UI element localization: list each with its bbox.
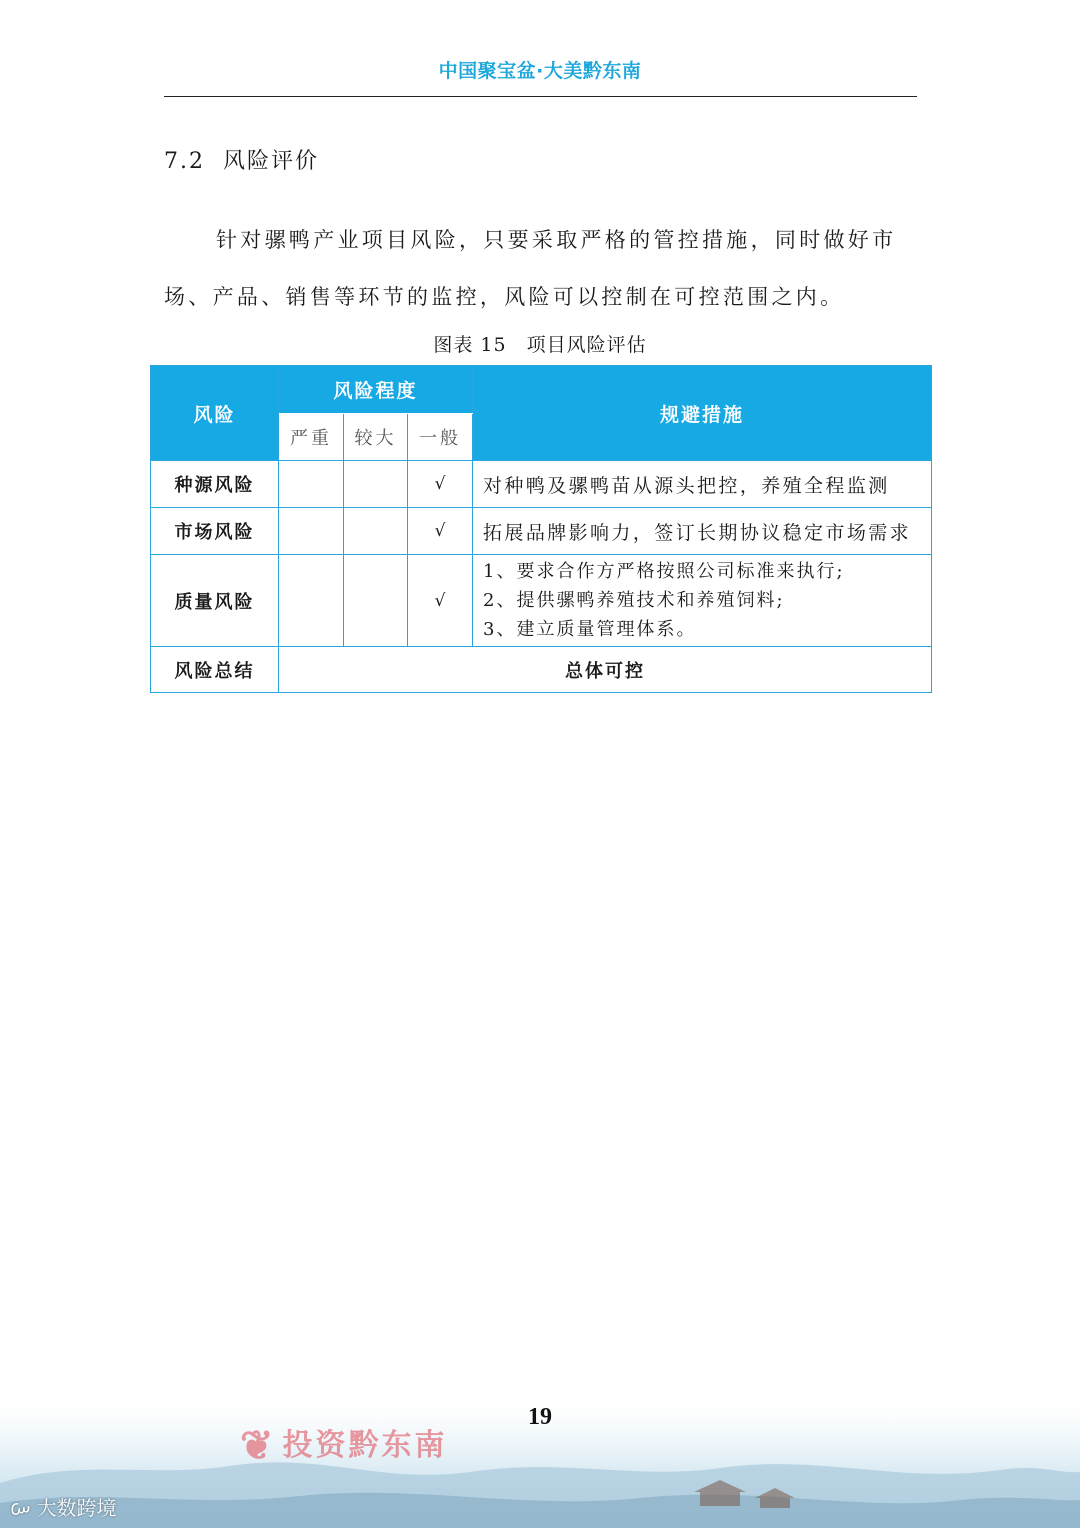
- severity-cell: [344, 555, 408, 647]
- table-row: [151, 508, 932, 555]
- table-row: [151, 461, 932, 508]
- summary-row: [151, 647, 932, 693]
- header-risk: 风险: [151, 366, 279, 461]
- row-label: 质量风险: [151, 555, 279, 647]
- check-mark: √: [408, 461, 473, 508]
- measure-list: [473, 555, 932, 647]
- measure-text: 对种鸭及骡鸭苗从源头把控，养殖全程监测: [473, 461, 932, 508]
- header-risk-degree: 风险程度: [279, 366, 473, 414]
- level-general: 一般: [408, 414, 473, 461]
- brand-mark-icon: ❦: [240, 1422, 277, 1469]
- page-number: 19: [528, 1404, 552, 1430]
- section-heading: [164, 144, 319, 175]
- footer-brand-text: 投资黔东南: [282, 1428, 448, 1463]
- check-mark: √: [408, 508, 473, 555]
- summary-value: 总体可控: [279, 647, 932, 693]
- level-major: 较大: [344, 414, 408, 461]
- watermark-text: 大数跨境: [36, 1496, 117, 1520]
- check-mark: √: [408, 555, 473, 647]
- footer-brand-logo: [240, 1420, 448, 1469]
- row-label: 种源风险: [151, 461, 279, 508]
- row-label: 市场风险: [151, 508, 279, 555]
- watermark-logo-icon: ᰠ: [10, 1496, 37, 1520]
- severity-cell: [344, 461, 408, 508]
- body-paragraph: 针对骡鸭产业项目风险，只要采取严格的管控措施，同时做好市场、产品、销售等环节的监控，风险可以控制在可控范围之内。: [164, 228, 897, 309]
- measure-text: 拓展品牌影响力，签订长期协议稳定市场需求: [473, 508, 932, 555]
- measure-item: 2、提供骡鸭养殖技术和养殖饲料;: [483, 590, 785, 611]
- severity-cell: [344, 508, 408, 555]
- severity-cell: [279, 508, 344, 555]
- table-caption: 图表 15 项目风险评估: [433, 334, 647, 356]
- table-row: [151, 555, 932, 647]
- watermark: [10, 1492, 117, 1524]
- section-title: 风险评价: [223, 149, 320, 174]
- section-number: 7.2: [164, 149, 205, 174]
- risk-assessment-table: [150, 365, 932, 693]
- header-divider: [164, 96, 917, 97]
- level-severe: 严重: [279, 414, 344, 461]
- header-title: 中国聚宝盆·大美黔东南: [438, 60, 642, 82]
- severity-cell: [279, 461, 344, 508]
- severity-cell: [279, 555, 344, 647]
- measure-item: 1、要求合作方严格按照公司标准来执行;: [483, 561, 845, 582]
- header-measures: 规避措施: [473, 366, 932, 461]
- measure-item: 3、建立质量管理体系。: [483, 619, 697, 640]
- summary-label: 风险总结: [151, 647, 279, 693]
